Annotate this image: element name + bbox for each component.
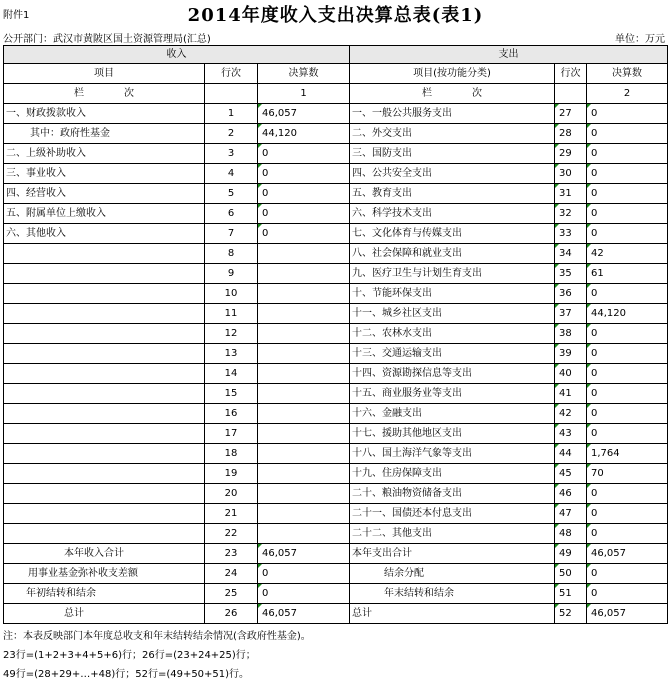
expense-amount-cell: 1,764 — [587, 444, 668, 464]
expense-amount-cell: 70 — [587, 464, 668, 484]
expense-item-cell: 三、国防支出 — [350, 144, 555, 164]
expense-row-number-cell: 46 — [555, 484, 587, 504]
expense-item-cell: 本年支出合计 — [350, 544, 555, 564]
expense-row-number-cell: 36 — [555, 284, 587, 304]
table-row — [4, 464, 668, 484]
table-row — [4, 564, 668, 584]
income-item-cell: 其中：政府性基金 — [4, 124, 205, 144]
note-line: 23行=(1+2+3+4+5+6)行；26行=(23+24+25)行； — [3, 650, 256, 661]
income-amount-cell — [258, 524, 350, 544]
expense-item-cell: 九、医疗卫生与计划生育支出 — [350, 264, 555, 284]
expense-row-number-cell: 33 — [555, 224, 587, 244]
income-header: 收入 — [4, 46, 350, 64]
income-item-cell: 年初结转和结余 — [4, 584, 205, 604]
expense-header: 支出 — [350, 46, 668, 64]
expense-row-number-cell: 29 — [555, 144, 587, 164]
expense-item-cell: 十九、住房保障支出 — [350, 464, 555, 484]
expense-item-cell: 十四、资源勘探信息等支出 — [350, 364, 555, 384]
expense-row-number-cell: 34 — [555, 244, 587, 264]
income-amount-cell — [258, 284, 350, 304]
attachment-label: 附件1 — [3, 10, 30, 21]
table-row — [4, 584, 668, 604]
col-amount-header-right: 决算数 — [587, 64, 668, 84]
table-row — [4, 544, 668, 564]
income-amount-cell: 0 — [258, 184, 350, 204]
note-line: 49行=(28+29+…+48)行；52行=(49+50+51)行。 — [3, 669, 250, 680]
department-label: 公开部门：武汉市黄陂区国土资源管理局(汇总) — [3, 34, 211, 45]
expense-row-number-cell: 50 — [555, 564, 587, 584]
expense-item-cell: 十三、交通运输支出 — [350, 344, 555, 364]
income-row-number-cell: 5 — [205, 184, 258, 204]
expense-row-number-cell: 37 — [555, 304, 587, 324]
budget-table — [3, 45, 668, 624]
income-amount-cell: 0 — [258, 144, 350, 164]
expense-row-number-cell: 31 — [555, 184, 587, 204]
expense-row-number-cell: 38 — [555, 324, 587, 344]
income-item-cell — [4, 424, 205, 444]
expense-item-cell: 五、教育支出 — [350, 184, 555, 204]
income-item-cell — [4, 264, 205, 284]
income-amount-cell — [258, 464, 350, 484]
expense-amount-cell: 0 — [587, 144, 668, 164]
income-item-cell: 本年收入合计 — [4, 544, 205, 564]
income-item-cell — [4, 244, 205, 264]
income-item-cell: 三、事业收入 — [4, 164, 205, 184]
table-row — [4, 484, 668, 504]
income-amount-cell — [258, 344, 350, 364]
expense-amount-cell: 46,057 — [587, 544, 668, 564]
income-item-cell: 五、附属单位上缴收入 — [4, 204, 205, 224]
income-amount-cell — [258, 444, 350, 464]
income-row-number-cell: 24 — [205, 564, 258, 584]
expense-row-number-cell: 27 — [555, 104, 587, 124]
expense-item-cell: 七、文化体育与传媒支出 — [350, 224, 555, 244]
column-header-row — [4, 64, 668, 84]
income-row-number-cell: 12 — [205, 324, 258, 344]
income-item-cell — [4, 344, 205, 364]
income-amount-cell — [258, 244, 350, 264]
expense-amount-cell: 0 — [587, 504, 668, 524]
table-row — [4, 384, 668, 404]
expense-amount-cell: 0 — [587, 364, 668, 384]
expense-amount-cell: 0 — [587, 484, 668, 504]
expense-amount-cell: 0 — [587, 124, 668, 144]
income-row-number-cell: 1 — [205, 104, 258, 124]
expense-amount-cell: 0 — [587, 164, 668, 184]
note-line: 注：本表反映部门本年度总收支和年末结转结余情况(含政府性基金)。 — [3, 631, 311, 642]
expense-amount-cell: 0 — [587, 104, 668, 124]
income-amount-cell: 0 — [258, 224, 350, 244]
table-row — [4, 524, 668, 544]
expense-item-cell: 四、公共安全支出 — [350, 164, 555, 184]
table-row — [4, 504, 668, 524]
income-row-number-cell: 10 — [205, 284, 258, 304]
table-row — [4, 284, 668, 304]
income-row-number-cell: 23 — [205, 544, 258, 564]
income-row-number-cell: 16 — [205, 404, 258, 424]
col-item-header: 项目 — [4, 64, 205, 84]
income-row-number-cell: 26 — [205, 604, 258, 624]
income-item-cell — [4, 364, 205, 384]
expense-item-cell: 年末结转和结余 — [350, 584, 555, 604]
lanci-number-right: 2 — [587, 84, 668, 104]
income-item-cell — [4, 404, 205, 424]
table-row — [4, 144, 668, 164]
expense-item-cell: 六、科学技术支出 — [350, 204, 555, 224]
income-amount-cell — [258, 384, 350, 404]
table-row — [4, 184, 668, 204]
table-row — [4, 204, 668, 224]
expense-amount-cell: 0 — [587, 404, 668, 424]
expense-row-number-cell: 32 — [555, 204, 587, 224]
income-row-number-cell: 15 — [205, 384, 258, 404]
income-item-cell: 六、其他收入 — [4, 224, 205, 244]
page-title: 2014年度收入支出决算总表(表1) — [187, 5, 484, 26]
income-amount-cell: 46,057 — [258, 544, 350, 564]
table-row — [4, 364, 668, 384]
expense-row-number-cell: 49 — [555, 544, 587, 564]
income-item-cell — [4, 304, 205, 324]
expense-row-number-cell: 47 — [555, 504, 587, 524]
income-amount-cell: 0 — [258, 564, 350, 584]
income-row-number-cell: 20 — [205, 484, 258, 504]
income-row-number-cell: 19 — [205, 464, 258, 484]
income-row-number-cell: 3 — [205, 144, 258, 164]
lanci-number-left: 1 — [258, 84, 350, 104]
expense-amount-cell: 0 — [587, 424, 668, 444]
expense-amount-cell: 61 — [587, 264, 668, 284]
income-amount-cell — [258, 404, 350, 424]
income-item-cell: 用事业基金弥补收支差额 — [4, 564, 205, 584]
expense-item-cell: 十七、援助其他地区支出 — [350, 424, 555, 444]
expense-item-cell: 十五、商业服务业等支出 — [350, 384, 555, 404]
section-header-row — [4, 46, 668, 64]
expense-row-number-cell: 39 — [555, 344, 587, 364]
income-amount-cell — [258, 324, 350, 344]
table-row — [4, 264, 668, 284]
expense-row-number-cell: 28 — [555, 124, 587, 144]
income-row-number-cell: 4 — [205, 164, 258, 184]
income-row-number-cell: 6 — [205, 204, 258, 224]
expense-amount-cell: 0 — [587, 224, 668, 244]
income-item-cell: 一、财政拨款收入 — [4, 104, 205, 124]
table-row — [4, 424, 668, 444]
expense-amount-cell: 42 — [587, 244, 668, 264]
income-item-cell — [4, 384, 205, 404]
income-amount-cell — [258, 504, 350, 524]
income-item-cell — [4, 444, 205, 464]
expense-item-cell: 结余分配 — [350, 564, 555, 584]
table-row — [4, 124, 668, 144]
expense-row-number-cell: 43 — [555, 424, 587, 444]
expense-amount-cell: 0 — [587, 344, 668, 364]
notes — [3, 627, 311, 684]
expense-item-cell: 二十、粮油物资储备支出 — [350, 484, 555, 504]
expense-amount-cell: 0 — [587, 184, 668, 204]
income-amount-cell: 44,120 — [258, 124, 350, 144]
lanci-row — [4, 84, 668, 104]
expense-item-cell: 一、一般公共服务支出 — [350, 104, 555, 124]
table-row — [4, 164, 668, 184]
income-row-number-cell: 11 — [205, 304, 258, 324]
income-item-cell — [4, 284, 205, 304]
income-amount-cell: 46,057 — [258, 104, 350, 124]
table-row — [4, 344, 668, 364]
table-row — [4, 244, 668, 264]
expense-row-number-cell: 41 — [555, 384, 587, 404]
expense-item-cell: 八、社会保障和就业支出 — [350, 244, 555, 264]
lanci-empty-right — [555, 84, 587, 104]
income-row-number-cell: 22 — [205, 524, 258, 544]
expense-amount-cell: 0 — [587, 204, 668, 224]
income-item-cell — [4, 324, 205, 344]
expense-row-number-cell: 30 — [555, 164, 587, 184]
expense-row-number-cell: 48 — [555, 524, 587, 544]
expense-amount-cell: 0 — [587, 324, 668, 344]
income-amount-cell — [258, 484, 350, 504]
lanci-label-left: 栏 次 — [4, 84, 205, 104]
expense-row-number-cell: 44 — [555, 444, 587, 464]
col-row-header-right: 行次 — [555, 64, 587, 84]
expense-item-cell: 十八、国土海洋气象等支出 — [350, 444, 555, 464]
table-row — [4, 404, 668, 424]
expense-item-cell: 二十一、国债还本付息支出 — [350, 504, 555, 524]
table-row — [4, 444, 668, 464]
expense-amount-cell: 0 — [587, 284, 668, 304]
income-row-number-cell: 13 — [205, 344, 258, 364]
income-amount-cell — [258, 424, 350, 444]
income-row-number-cell: 7 — [205, 224, 258, 244]
income-row-number-cell: 14 — [205, 364, 258, 384]
income-amount-cell: 0 — [258, 584, 350, 604]
income-amount-cell — [258, 264, 350, 284]
table-row — [4, 324, 668, 344]
income-row-number-cell: 9 — [205, 264, 258, 284]
table-row — [4, 104, 668, 124]
expense-row-number-cell: 40 — [555, 364, 587, 384]
expense-row-number-cell: 42 — [555, 404, 587, 424]
income-item-cell: 四、经营收入 — [4, 184, 205, 204]
income-item-cell — [4, 484, 205, 504]
income-row-number-cell: 25 — [205, 584, 258, 604]
col-row-header: 行次 — [205, 64, 258, 84]
expense-item-cell: 二、外交支出 — [350, 124, 555, 144]
income-item-cell — [4, 524, 205, 544]
expense-amount-cell: 0 — [587, 564, 668, 584]
expense-item-cell: 总计 — [350, 604, 555, 624]
col-item-func-header: 项目(按功能分类) — [350, 64, 555, 84]
income-amount-cell: 46,057 — [258, 604, 350, 624]
lanci-label-right: 栏 次 — [350, 84, 555, 104]
expense-amount-cell: 44,120 — [587, 304, 668, 324]
expense-amount-cell: 46,057 — [587, 604, 668, 624]
income-amount-cell — [258, 304, 350, 324]
expense-amount-cell: 0 — [587, 584, 668, 604]
expense-item-cell: 二十二、其他支出 — [350, 524, 555, 544]
income-item-cell: 总计 — [4, 604, 205, 624]
table-row — [4, 304, 668, 324]
unit-label: 单位：万元 — [615, 34, 665, 45]
income-row-number-cell: 17 — [205, 424, 258, 444]
expense-row-number-cell: 35 — [555, 264, 587, 284]
income-row-number-cell: 18 — [205, 444, 258, 464]
expense-amount-cell: 0 — [587, 384, 668, 404]
lanci-empty-left — [205, 84, 258, 104]
expense-amount-cell: 0 — [587, 524, 668, 544]
income-item-cell — [4, 464, 205, 484]
income-amount-cell: 0 — [258, 164, 350, 184]
income-item-cell: 二、上级补助收入 — [4, 144, 205, 164]
income-item-cell — [4, 504, 205, 524]
income-amount-cell — [258, 364, 350, 384]
expense-row-number-cell: 45 — [555, 464, 587, 484]
expense-item-cell: 十六、金融支出 — [350, 404, 555, 424]
income-amount-cell: 0 — [258, 204, 350, 224]
expense-row-number-cell: 51 — [555, 584, 587, 604]
expense-item-cell: 十二、农林水支出 — [350, 324, 555, 344]
table-row — [4, 604, 668, 624]
expense-item-cell: 十一、城乡社区支出 — [350, 304, 555, 324]
expense-item-cell: 十、节能环保支出 — [350, 284, 555, 304]
col-amount-header: 决算数 — [258, 64, 350, 84]
income-row-number-cell: 2 — [205, 124, 258, 144]
income-row-number-cell: 8 — [205, 244, 258, 264]
table-row — [4, 224, 668, 244]
expense-row-number-cell: 52 — [555, 604, 587, 624]
income-row-number-cell: 21 — [205, 504, 258, 524]
